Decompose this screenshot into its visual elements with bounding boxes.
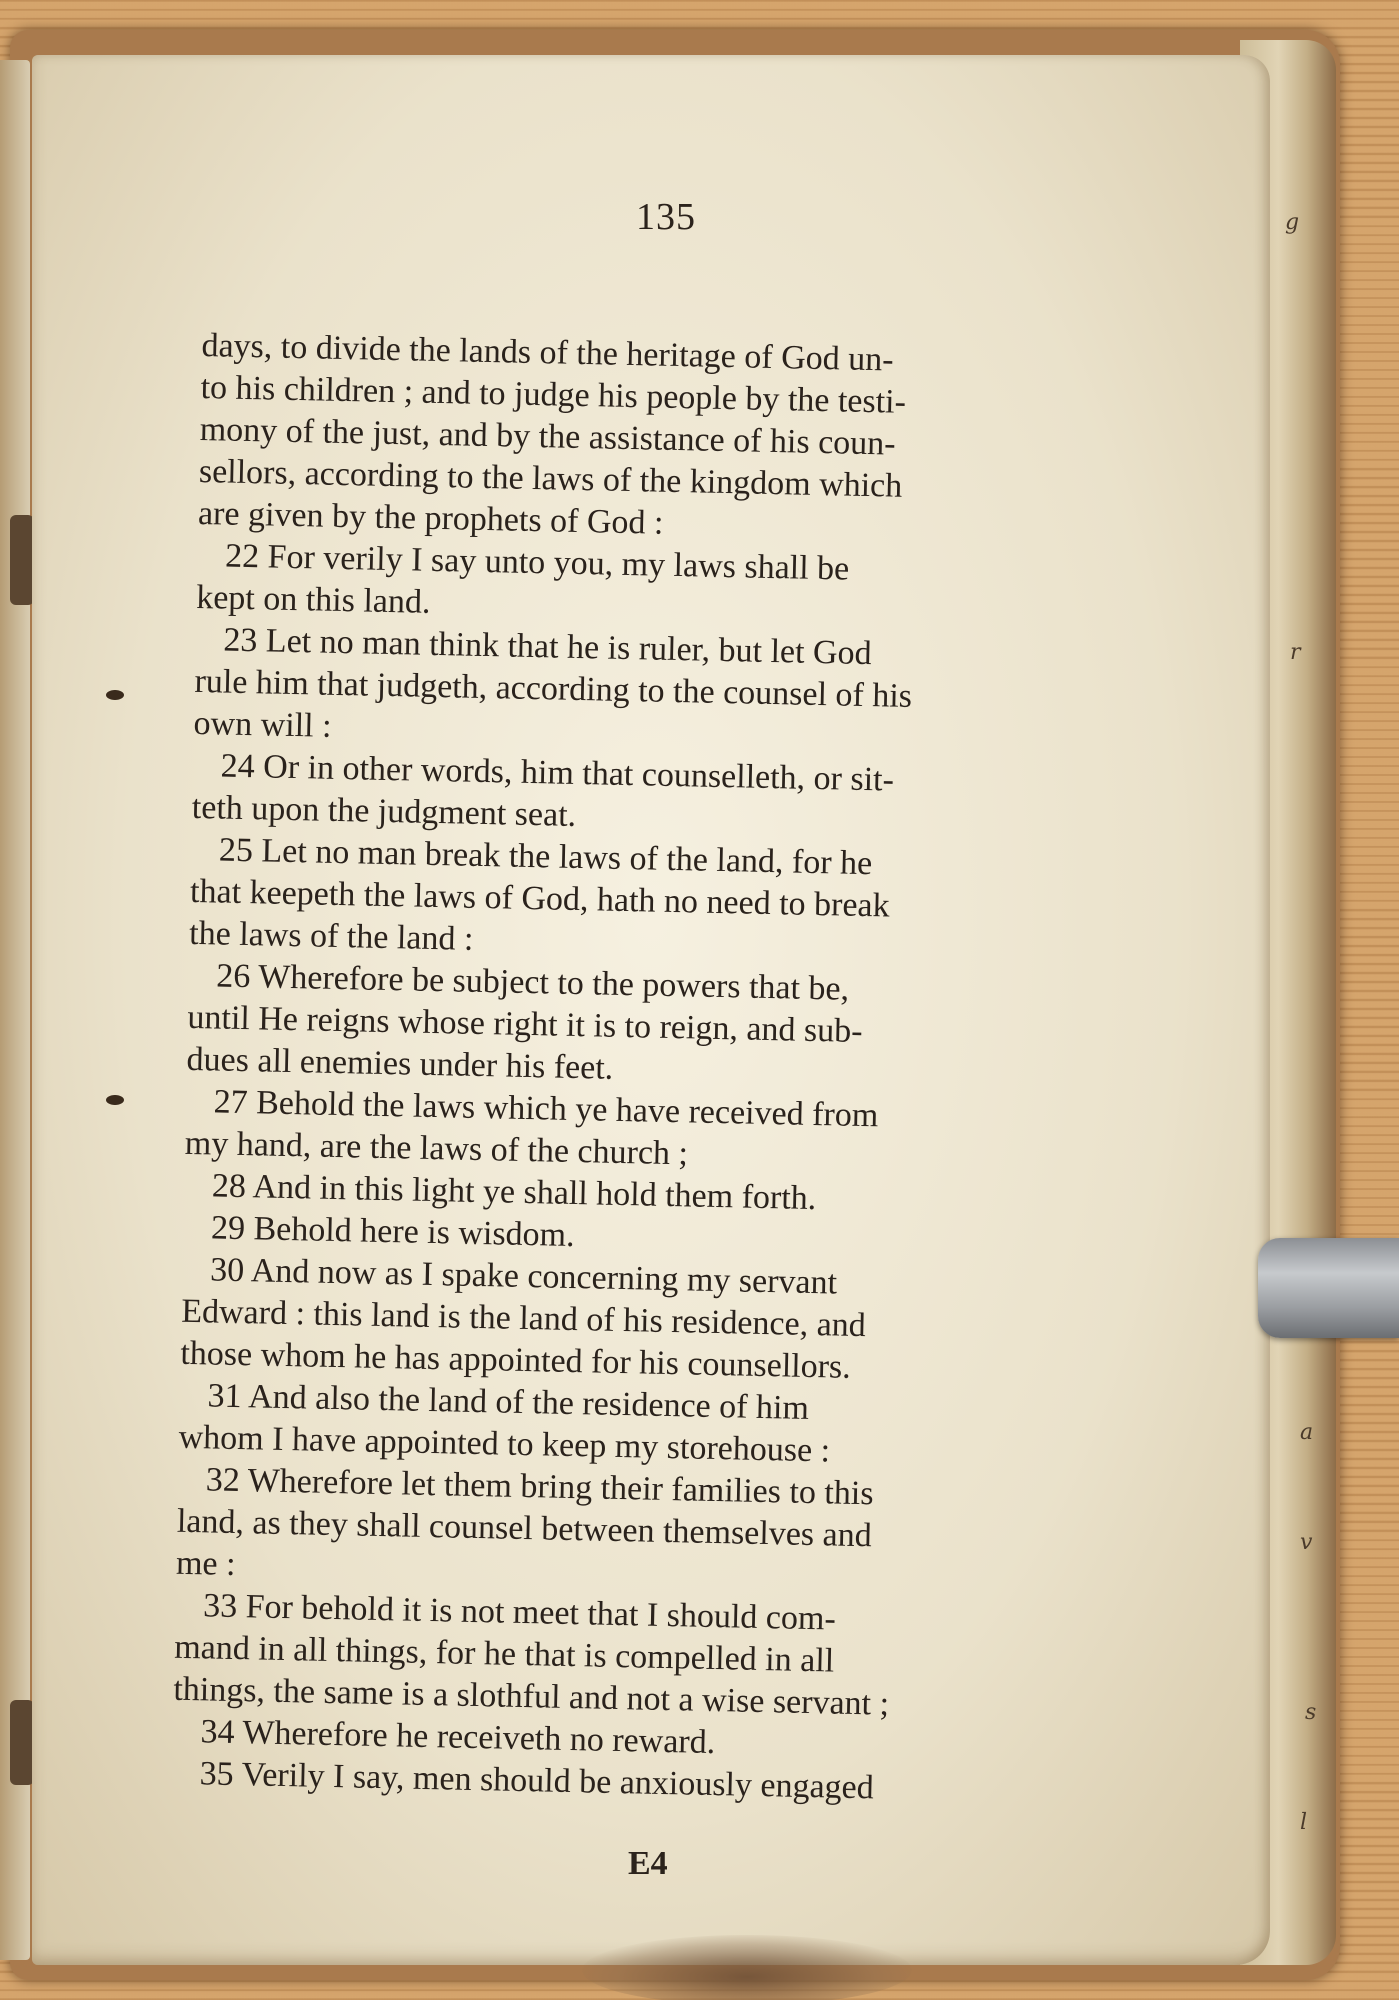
text-line: that keepeth the laws of God, hath no need to break bbox=[189, 872, 890, 925]
text-line: 27 Behold the laws which ye have received from bbox=[213, 1083, 879, 1135]
text-line: 29 Behold here is wisdom. bbox=[210, 1209, 575, 1254]
text-line: 26 Wherefore be subject to the powers that be, bbox=[215, 957, 850, 1008]
text-line: 34 Wherefore he receiveth no reward. bbox=[200, 1713, 716, 1762]
text-line: days, to divide the lands of the heritage of God un- bbox=[201, 326, 894, 379]
text-line: kept on this land. bbox=[195, 578, 431, 621]
binding-hole bbox=[106, 1095, 124, 1105]
page-text bbox=[171, 325, 1147, 1814]
facing-page-edge bbox=[0, 60, 30, 1960]
margin-note: a bbox=[1300, 1420, 1314, 1445]
book-page bbox=[32, 55, 1270, 1965]
text-line: until He reigns whose right it is to reign, and sub- bbox=[187, 998, 863, 1050]
text-line: 24 Or in other words, him that counselleth, or sit- bbox=[220, 747, 895, 799]
text-line: own will : bbox=[193, 704, 332, 745]
page-stain bbox=[582, 1935, 912, 2000]
text-line: those whom he has appointed for his counsellors. bbox=[180, 1334, 852, 1386]
text-line: 31 And also the land of the residence of him bbox=[207, 1377, 810, 1427]
text-line: 35 Verily I say, men should be anxiously engaged bbox=[199, 1755, 875, 1807]
text-line: 33 For behold it is not meet that I should com- bbox=[202, 1587, 837, 1638]
text-line: 30 And now as I spake concerning my servant bbox=[209, 1251, 838, 1302]
text-line: mony of the just, and by the assistance of his coun- bbox=[199, 410, 896, 463]
text-line: me : bbox=[175, 1544, 236, 1583]
text-line: to his children ; and to judge his people by the testi- bbox=[200, 368, 907, 421]
text-line: 32 Wherefore let them bring their families to this bbox=[205, 1461, 874, 1513]
binding-hole bbox=[106, 690, 124, 700]
binding-stitch bbox=[10, 1700, 34, 1785]
page-number: 135 bbox=[636, 196, 696, 238]
signature-mark: E4 bbox=[628, 1845, 668, 1882]
text-line: dues all enemies under his feet. bbox=[186, 1040, 614, 1087]
margin-note: l bbox=[1300, 1810, 1308, 1835]
text-line: are given by the prophets of God : bbox=[197, 494, 664, 542]
margin-note: r bbox=[1290, 640, 1301, 665]
text-line: my hand, are the laws of the church ; bbox=[184, 1124, 689, 1173]
text-line: land, as they shall counsel between themselves and bbox=[176, 1502, 873, 1555]
margin-note: g bbox=[1285, 210, 1300, 235]
margin-note: s bbox=[1305, 1700, 1317, 1725]
text-line: 22 For verily I say unto you, my laws shall be bbox=[224, 537, 850, 588]
text-line: sellors, according to the laws of the kingdom which bbox=[198, 452, 903, 505]
text-line: 23 Let no man think that he is ruler, but let God bbox=[223, 621, 872, 673]
text-line: 28 And in this light ye shall hold them forth. bbox=[211, 1167, 817, 1218]
text-line: things, the same is a slothful and not a wise servant ; bbox=[173, 1670, 890, 1723]
binding-stitch bbox=[10, 515, 34, 605]
text-line: Edward : this land is the land of his residence, and bbox=[180, 1292, 867, 1345]
margin-note: v bbox=[1300, 1530, 1313, 1555]
metal-clip bbox=[1258, 1238, 1399, 1338]
text-line: 25 Let no man break the laws of the land, for he bbox=[218, 831, 873, 883]
text-line: teth upon the judgment seat. bbox=[191, 788, 577, 834]
text-line: rule him that judgeth, according to the counsel of his bbox=[194, 662, 913, 715]
text-line: whom I have appointed to keep my storehouse : bbox=[178, 1418, 831, 1470]
text-line: the laws of the land : bbox=[188, 914, 474, 958]
text-line: mand in all things, for he that is compelled in all bbox=[173, 1628, 835, 1680]
